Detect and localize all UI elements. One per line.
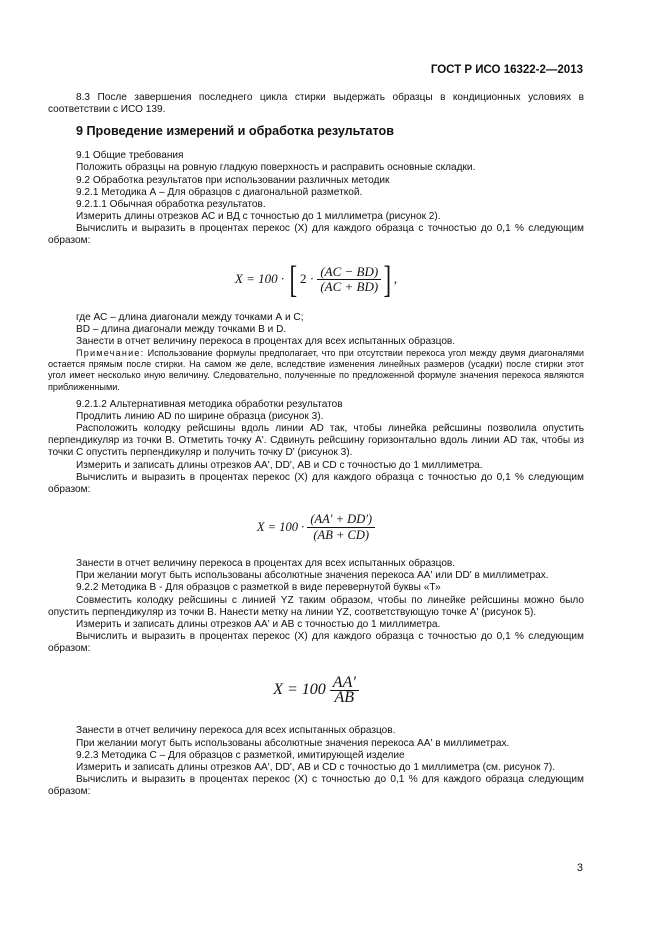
paragraph-measure-4: Измерить и записать длины отрезков АА', DD', АВ и CD с точностью до 1 миллиметра (см. рисунок 7). bbox=[76, 761, 556, 773]
paragraph-measure-3: Измерить и записать длины отрезков АА' и АВ с точностью до 1 миллиметра. bbox=[76, 618, 441, 630]
paragraph-measure-1: Измерить длины отрезков АС и ВД с точностью до 1 миллиметра (рисунок 2). bbox=[76, 211, 441, 223]
paragraph-9-1: Положить образцы на ровную гладкую поверхность и расправить основные складки. bbox=[76, 162, 476, 174]
formula-3 bbox=[48, 655, 584, 725]
formula-3-denominator: AB bbox=[334, 688, 355, 706]
formula-2-denominator: (AB + CD) bbox=[313, 527, 370, 542]
paragraph-ruler: Расположить колодку рейсшины вдоль линии AD так, чтобы линейка рейсшины позволила опустить перпендикуляр из точки В. Отметить точку А'. Сдвинуть рейсшину горизонтально вдоль линии AD так, чтобы из точки С опустить перпендикуляр и получить точку D' (рисунок 3). bbox=[48, 423, 584, 459]
record-line-2: Занести в отчет величину перекоса в процентах для всех испытанных образцов. bbox=[76, 558, 456, 570]
subheading-9-2-1: 9.2.1 Методика А – Для образцов с диагональной разметкой. bbox=[76, 186, 363, 198]
formula-1-numerator: (AC − BD) bbox=[317, 266, 381, 280]
formula-1 bbox=[48, 248, 584, 312]
formula-1-denominator: (AC + BD) bbox=[320, 279, 379, 295]
paragraph-compute-1: Вычислить и выразить в процентах перекос (X) для каждого образца с точностью до 0,1 % следующим образом: bbox=[48, 223, 584, 247]
formula-3-fraction bbox=[330, 673, 359, 706]
paragraph-abs-2: При желании могут быть использованы абсолютные значения перекоса АА' в миллиметрах. bbox=[76, 737, 510, 749]
subheading-9-2-2: 9.2.2 Методика В - Для образцов с разметкой в виде перевернутой буквы «Т» bbox=[76, 582, 441, 594]
subheading-9-2-3: 9.2.3 Методика С – Для образцов с разметкой, имитирующей изделие bbox=[76, 749, 405, 761]
formula-3-lhs: X = 100 bbox=[273, 681, 326, 699]
paragraph-8-3: 8.3 После завершения последнего цикла стирки выдержать образцы в кондиционных условиях в соответствии с ИСО 139. bbox=[48, 92, 584, 116]
record-line-1: Занести в отчет величину перекоса в процентах для всех испытанных образцов. bbox=[76, 335, 456, 347]
right-bracket: ] bbox=[383, 258, 392, 301]
paragraph-align: Совместить колодку рейсшины с линией YZ таким образом, чтобы по линейке рейсшины можно было опустить перпендикуляр из точки В. Нанести метку на линии YZ, соответствующую точке А' (рисунок 5). bbox=[48, 594, 584, 618]
formula-3-numerator: AA' bbox=[330, 677, 359, 691]
formula-1-factor: 2 · bbox=[300, 271, 315, 287]
paragraph-compute-2: Вычислить и выразить в процентах перекос (X) для каждого образца с точностью до 0,1 % следующим образом: bbox=[48, 471, 584, 495]
section-title: 9 Проведение измерений и обработка результатов bbox=[76, 124, 394, 139]
paragraph-compute-4: Вычислить и выразить в процентах перекос (X) с точностью до 0,1 % для каждого образца следующим образом: bbox=[48, 773, 584, 798]
paragraph-measure-2: Измерить и записать длины отрезков АА', DD', АВ и CD с точностью до 1 миллиметра. bbox=[76, 459, 483, 471]
formula-2 bbox=[48, 496, 584, 558]
formula-2-fraction bbox=[307, 513, 375, 540]
where-line-2: BD – длина диагонали между точками В и D. bbox=[76, 323, 287, 335]
paragraph-abs-1: При желании могут быть использованы абсолютные значения перекоса АА' или DD' в миллиметрах. bbox=[76, 570, 549, 582]
formula-2-lhs: X = 100 · bbox=[256, 520, 305, 535]
where-line-1: где АС – длина диагонали между точками А и С; bbox=[76, 311, 304, 323]
record-line-3: Занести в отчет величину перекоса для всех испытанных образцов. bbox=[76, 725, 396, 737]
subheading-9-2: 9.2 Обработка результатов при использовании различных методик bbox=[76, 174, 390, 186]
page-number: 3 bbox=[576, 862, 583, 874]
formula-1-fraction bbox=[317, 263, 381, 295]
paragraph-compute-3: Вычислить и выразить в процентах перекос (X) для каждого образца с точностью до 0,1 % следующим образом: bbox=[48, 631, 584, 655]
standard-header: ГОСТ Р ИСО 16322-2—2013 bbox=[430, 64, 583, 76]
subheading-9-2-1-2: 9.2.1.2 Альтернативная методика обработки результатов bbox=[76, 398, 343, 410]
left-bracket: [ bbox=[289, 258, 298, 301]
paragraph-extend: Продлить линию AD по ширине образца (рисунок 3). bbox=[76, 411, 324, 422]
note-label: Примечание: bbox=[76, 348, 145, 359]
subheading-9-1: 9.1 Общие требования bbox=[76, 150, 184, 162]
formula-1-lhs: X = 100 · bbox=[234, 271, 285, 287]
page-body bbox=[48, 92, 584, 798]
note-text: Использование формулы предполагает, что при отсутствии перекоса угол между двумя диагоналями остается прямым после стирки. На самом же деле, вследствие изменения линейных размеров (усадки) после стирки этот угол имеет несколько иную величину. Следовательно, полученные по предложенной формуле значения перекоса являются приближенными. bbox=[48, 348, 584, 392]
subheading-9-2-1-1: 9.2.1.1 Обычная обработка результатов. bbox=[76, 198, 266, 210]
formula-2-numerator: (AA' + DD') bbox=[307, 513, 375, 527]
note bbox=[48, 348, 584, 393]
formula-1-tail: , bbox=[393, 271, 398, 287]
